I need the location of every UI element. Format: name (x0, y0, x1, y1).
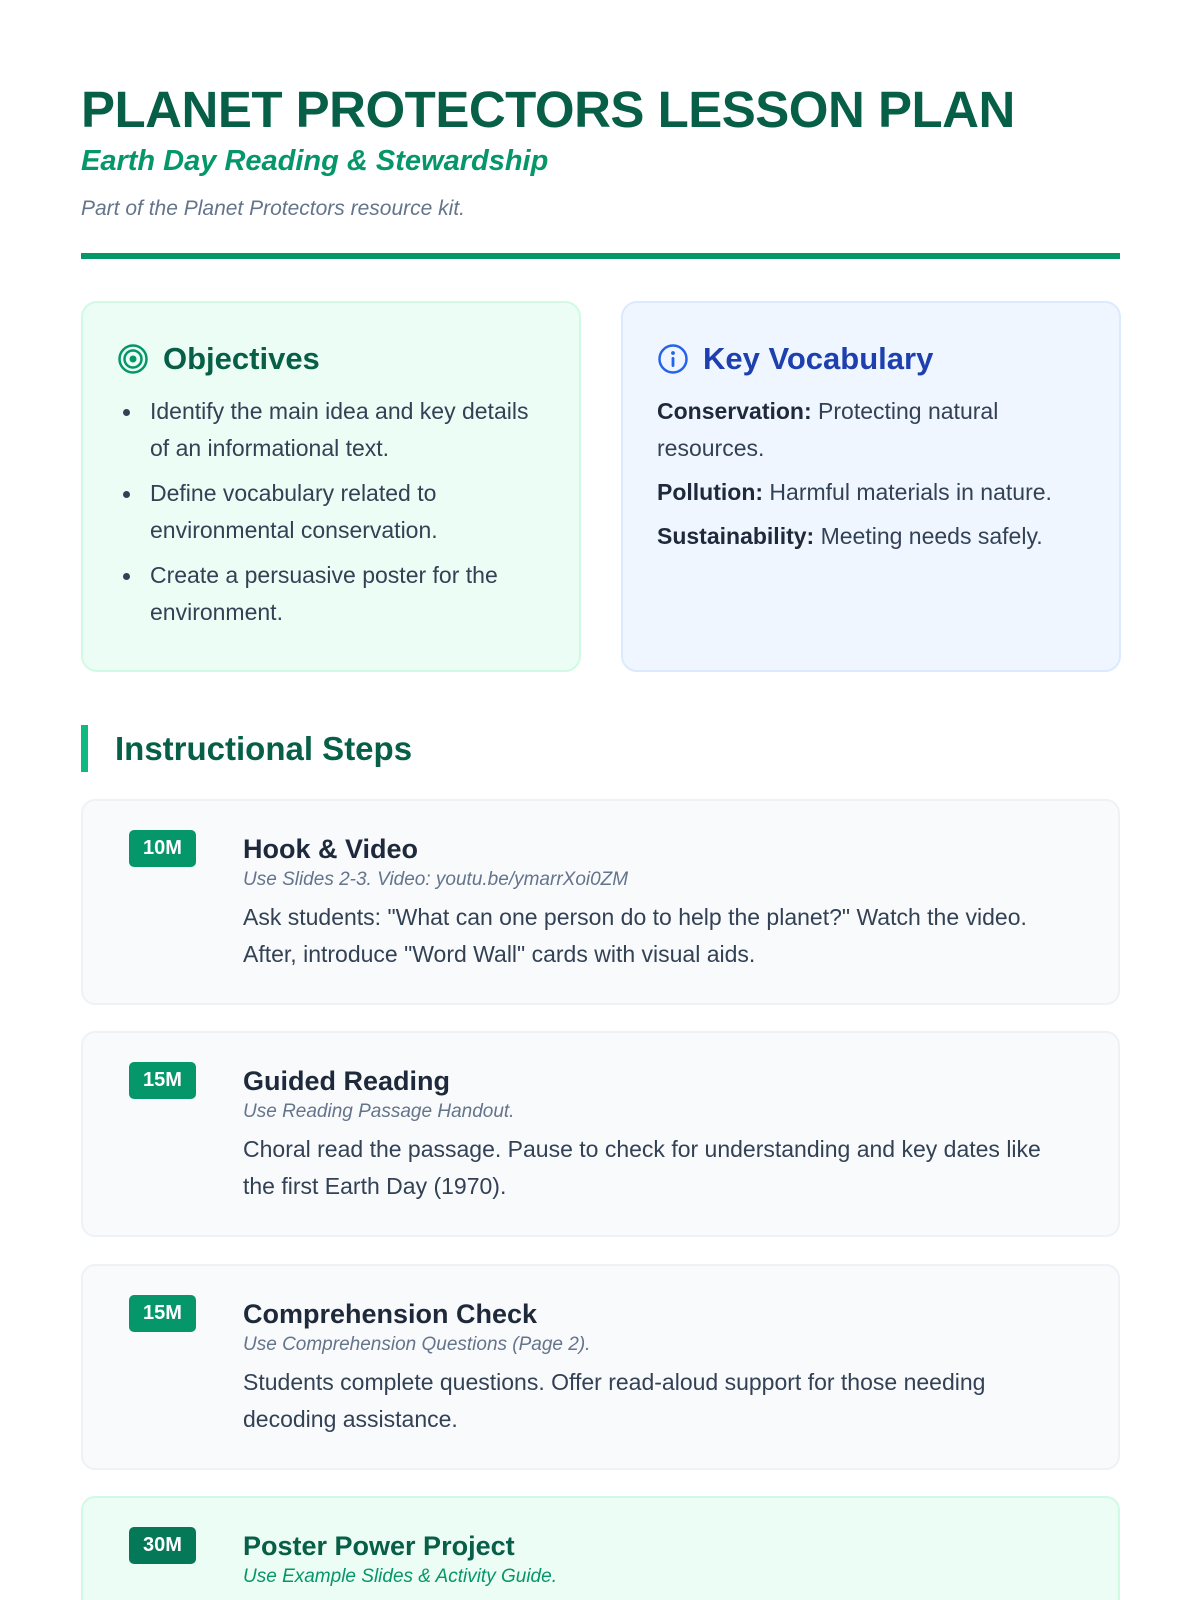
objectives-list (117, 393, 545, 631)
vocab-definition: Protecting natural resources. (657, 398, 999, 461)
step-title: Poster Power Project (243, 1531, 515, 1561)
step-resource: Use Comprehension Questions (Page 2). (243, 1334, 591, 1355)
objectives-heading: Objectives (163, 341, 320, 376)
vocab-definition: Meeting needs safely. (820, 523, 1043, 549)
step-description: Choral read the passage. Pause to check for understanding and key dates like the first Earth Day (1970). (243, 1136, 1041, 1199)
step-body (243, 1063, 1078, 1205)
step-resource: Use Slides 2-3. Video: youtu.be/ymarrXoi0ZM (243, 869, 629, 890)
objective-item: Identify the main idea and key details of an informational text. (117, 393, 545, 467)
vocab-term: Sustainability: (657, 523, 815, 549)
objective-item: Define vocabulary related to environmental conservation. (117, 475, 545, 549)
step-card-highlighted (81, 1496, 1120, 1600)
duration-badge: 30M (129, 1527, 196, 1564)
step-description: Students complete questions. Offer read-aloud support for those needing decoding assistance. (243, 1369, 986, 1432)
vocabulary-card (621, 301, 1121, 672)
step-body (243, 1528, 1078, 1590)
instructional-steps-heading (81, 725, 412, 772)
info-icon (657, 343, 689, 375)
header-divider (81, 253, 1120, 259)
duration-badge: 15M (129, 1062, 196, 1099)
vocab-item (657, 518, 1085, 555)
vocab-term: Conservation: (657, 398, 812, 424)
objective-item: Create a persuasive poster for the environment. (117, 557, 545, 631)
step-body (243, 831, 1078, 973)
target-icon (117, 343, 149, 375)
step-card (81, 1264, 1120, 1470)
objectives-header (117, 339, 545, 379)
page-title: PLANET PROTECTORS LESSON PLAN (81, 81, 1015, 138)
step-description: Ask students: "What can one person do to help the planet?" Watch the video. After, introduce "Word Wall" cards with visual aids. (243, 904, 1027, 967)
duration-badge: 15M (129, 1295, 196, 1332)
section-title: Instructional Steps (115, 729, 413, 767)
step-title: Guided Reading (243, 1066, 451, 1096)
step-body (243, 1296, 1078, 1438)
vocab-term: Pollution: (657, 479, 764, 505)
vocabulary-header (657, 339, 1085, 379)
step-title: Hook & Video (243, 834, 419, 864)
step-title: Comprehension Check (243, 1299, 538, 1329)
objectives-card (81, 301, 581, 672)
step-card (81, 799, 1120, 1005)
step-card (81, 1031, 1120, 1237)
vocabulary-heading: Key Vocabulary (703, 341, 934, 376)
section-accent-bar (81, 725, 88, 772)
vocab-item (657, 393, 1085, 467)
vocab-item (657, 474, 1085, 511)
vocabulary-list (657, 393, 1085, 555)
duration-badge: 10M (129, 830, 196, 867)
page-subtitle: Earth Day Reading & Stewardship (81, 145, 549, 177)
vocab-definition: Harmful materials in nature. (769, 479, 1052, 505)
resource-kit-note: Part of the Planet Protectors resource kit. (81, 197, 466, 220)
step-resource: Use Reading Passage Handout. (243, 1101, 515, 1122)
step-resource: Use Example Slides & Activity Guide. (243, 1566, 557, 1587)
